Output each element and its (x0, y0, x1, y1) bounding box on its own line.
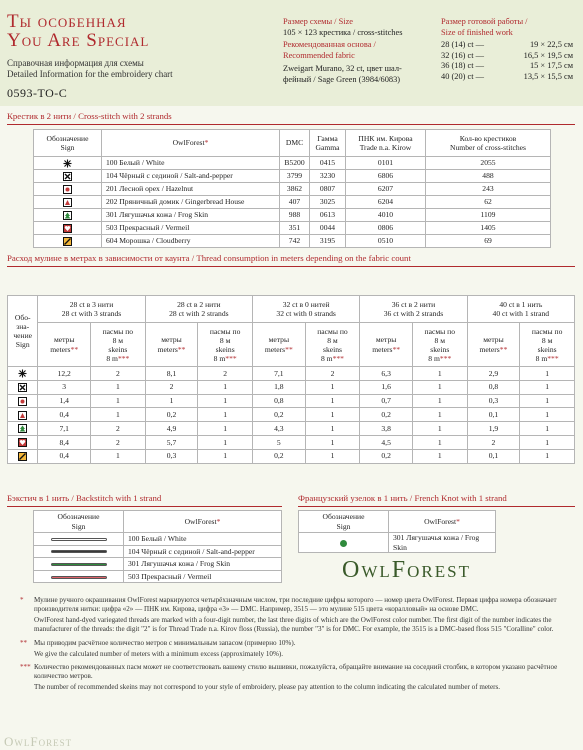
owlforest-footnote-mark: * (456, 516, 460, 526)
table-row (8, 408, 575, 422)
thread-name: 503 Прекрасный / Vermeil (124, 570, 282, 583)
thread-name: 301 Лягушачья кожа / Frog Skin (389, 533, 496, 553)
skeins-value: 1 (520, 449, 575, 463)
skeins-value: 1 (305, 422, 360, 436)
skeins-value: 1 (198, 380, 253, 394)
skeins-value: 1 (305, 394, 360, 408)
skeins-footnote-mark: *** (225, 353, 237, 363)
skeins-value: 1 (198, 408, 253, 422)
skeins-value: 2 (91, 367, 146, 381)
table-row (8, 422, 575, 436)
finished-size: 19 × 22,5 см (529, 40, 573, 49)
col-skeins (91, 323, 146, 367)
skeins-value: 2 (91, 435, 146, 449)
pnk-code: 6806 (346, 170, 426, 183)
backstitch-line-icon (51, 538, 107, 541)
footnote-text (34, 663, 572, 694)
sign-cell (34, 545, 124, 558)
footnote-paragraph: OwlForest hand-dyed variegated threads are marked with a four-digit number, the last three digits of which are the OwlForest color number. The first digit of the number indicates the manufacturer of the threads: the digit "2" is for Thread Trade n.a. Kirov floss (Russia), the number "3" is for DMC. For example, the 3515 is a DMC-based floss 515 "Coralline" color. (34, 615, 554, 633)
footnotes (20, 596, 572, 697)
cross-stitch-table (33, 129, 551, 248)
thread-name: 604 Морошка / Cloudberry (102, 235, 280, 248)
col-skeins (305, 323, 360, 367)
table-row (34, 157, 551, 170)
stitch-count: 488 (426, 170, 551, 183)
meters-value: 0,2 (360, 449, 413, 463)
col-sign: Обозначение Sign (34, 511, 124, 533)
col-gamma: Гамма Gamma (310, 130, 346, 157)
group-label-ru: 28 ct в 2 нити (177, 299, 221, 309)
thread-name: 503 Прекрасный / Vermeil (102, 222, 280, 235)
skeins-value: 1 (305, 380, 360, 394)
x-box-icon (18, 383, 27, 392)
group-label-ru: 32 ct в 0 нитей (282, 299, 330, 309)
title-line-en: You Are Special (7, 30, 150, 51)
meters-label: метры meters (157, 335, 182, 354)
footer-logo: OwlForest (4, 734, 73, 749)
meters-value: 4,3 (253, 422, 306, 436)
group-label-ru: 40 ct в 1 нить (499, 299, 543, 309)
dmc-code: 988 (280, 209, 310, 222)
meters-value: 0,7 (360, 394, 413, 408)
skeins-label: пасмы по 8 м skeins 8 m (424, 326, 456, 363)
chart-code: 0593-TO-C (7, 86, 68, 100)
group-header-row (8, 296, 575, 323)
chart-size-label: Размер схемы / Size (283, 17, 354, 26)
meters-value: 1,8 (253, 380, 306, 394)
col-sign: Обозначение Sign (34, 130, 102, 157)
gamma-code: 0415 (310, 157, 346, 170)
meters-value: 2 (467, 435, 520, 449)
meters-label: метры meters (264, 335, 290, 354)
col-skeins (198, 323, 253, 367)
sign-cell (8, 367, 38, 381)
thread-name: 201 Лесной орех / Hazelnut (102, 183, 280, 196)
skeins-value: 1 (198, 449, 253, 463)
skeins-value: 1 (520, 380, 575, 394)
pnk-code: 4010 (346, 209, 426, 222)
sign-cell (8, 435, 38, 449)
fabric-count: 28 (14) ct — (441, 40, 485, 49)
dmc-code: 3799 (280, 170, 310, 183)
meters-value: 3 (38, 380, 91, 394)
stitch-count: 62 (426, 196, 551, 209)
asterisk-icon (18, 369, 27, 378)
skeins-value: 1 (520, 408, 575, 422)
gamma-code: 3195 (310, 235, 346, 248)
footnote-paragraph: We give the calculated number of meters with a minimum excess (approximately 10%). (34, 649, 284, 658)
footnote (20, 663, 572, 694)
french-knot-dot-icon (340, 540, 347, 547)
sign-cell (34, 170, 102, 183)
fabric-group-header (145, 296, 252, 323)
thread-consumption-table (7, 295, 575, 464)
dmc-code: B5200 (280, 157, 310, 170)
meters-value: 1,6 (360, 380, 413, 394)
meters-value: 3,8 (360, 422, 413, 436)
skeins-value: 1 (305, 449, 360, 463)
table-row (8, 435, 575, 449)
finished-size-list (441, 40, 581, 82)
footnote-paragraph: Мы приводим расчётное количество метров с минимальным запасом (примерно 10%). (34, 638, 296, 647)
footnote-paragraph: Мулине ручного окрашивания OwlForest маркируются четырёхзначным числом, три последние цифры которого — номер цвета OwlForest. Первая цифра номера обозначает производителя нитки: цифра «2» — ПНК им. Кирова, цифра «3» — DMC. Например, 3515 — это мулине 515 цвета «коралловый» на основе DMC. (34, 596, 557, 613)
fabric-value-1: Zweigart Murano, 32 ct, цвет шал- (283, 64, 402, 73)
finished-label-2: Size of finished work (441, 27, 513, 37)
thread-name: 301 Лягушачья кожа / Frog Skin (124, 558, 282, 571)
sign-cell (8, 380, 38, 394)
skeins-value: 1 (412, 394, 467, 408)
sign-cell (34, 209, 102, 222)
skeins-value: 1 (305, 435, 360, 449)
meters-value: 2 (145, 380, 198, 394)
section-divider (7, 124, 575, 125)
backstitch-line-icon (51, 550, 107, 553)
slash-box-icon (18, 452, 27, 461)
finished-size-row (441, 51, 573, 62)
dot-box-icon (18, 397, 27, 406)
col-meters (145, 323, 198, 367)
meters-value: 8,4 (38, 435, 91, 449)
group-label-en: 40 ct with 1 strand (492, 309, 550, 318)
col-skeins (520, 323, 575, 367)
table-row (34, 183, 551, 196)
pnk-code: 0806 (346, 222, 426, 235)
meters-footnote-mark: ** (285, 344, 293, 354)
stitch-count: 2055 (426, 157, 551, 170)
skeins-footnote-mark: *** (547, 353, 559, 363)
group-label-en: 28 ct with 3 strands (61, 309, 122, 318)
group-label-en: 28 ct with 2 strands (169, 309, 229, 318)
table-row (34, 170, 551, 183)
title-line-ru: Ты особенная (7, 11, 127, 32)
meters-value: 2,9 (467, 367, 520, 381)
skeins-value: 1 (198, 435, 253, 449)
skeins-label: пасмы по 8 м skeins 8 m (209, 326, 241, 363)
col-skeins (412, 323, 467, 367)
skeins-value: 1 (305, 408, 360, 422)
meters-value: 12,2 (38, 367, 91, 381)
footnote-text (34, 596, 572, 636)
backstitch-line-icon (51, 576, 107, 579)
skeins-value: 2 (91, 422, 146, 436)
thread-name: 202 Пряничный домик / Gingerbread House (102, 196, 280, 209)
skeins-value: 1 (198, 422, 253, 436)
meters-value: 1,9 (467, 422, 520, 436)
col-meters (360, 323, 413, 367)
sign-cell (34, 222, 102, 235)
chart-info-column (283, 17, 433, 85)
skeins-label: пасмы по 8 м skeins 8 m (102, 326, 134, 363)
table-row (34, 570, 282, 583)
meters-label: метры meters (479, 335, 504, 354)
col-owlforest-label: OwlForest (424, 516, 457, 526)
gamma-code: 0044 (310, 222, 346, 235)
stitch-count: 69 (426, 235, 551, 248)
footnote-mark: *** (20, 663, 31, 672)
meters-value: 0,2 (253, 449, 306, 463)
section-title-backstitch: Бэкстич в 1 нить / Backstitch with 1 strand (7, 493, 162, 503)
heart-box-icon (63, 224, 72, 233)
table-row (299, 533, 496, 553)
dmc-code: 351 (280, 222, 310, 235)
dmc-code: 742 (280, 235, 310, 248)
owlforest-footnote-mark: * (216, 516, 221, 526)
footnote-paragraph: The number of recommended skeins may not correspond to your style of embroidery, please pay attention to the column indicating the calculated number of meters. (34, 683, 501, 692)
gamma-code: 0807 (310, 183, 346, 196)
skeins-label: пасмы по 8 м skeins 8 m (317, 326, 348, 363)
meters-value: 0,4 (38, 408, 91, 422)
fabric-group-header (253, 296, 360, 323)
section-title-consumption: Расход мулине в метрах в зависимости от каунта / Thread consumption in meters depending on the fabric count (7, 253, 411, 263)
meters-value: 0,2 (145, 408, 198, 422)
fabric-value-2: фейный / Sage Green (3984/6083) (283, 74, 401, 84)
sign-cell (8, 449, 38, 463)
section-title-cross: Крестик в 2 нити / Cross-stitch with 2 strands (7, 111, 172, 121)
section-divider (7, 266, 575, 267)
triangle-box-icon (18, 411, 27, 420)
meters-value: 5 (253, 435, 306, 449)
sign-cell (299, 533, 389, 553)
col-owlforest-label: OwlForest (184, 516, 217, 526)
col-pnk: ПНК им. Кирова Trade n.a. Kirow (346, 130, 426, 157)
fabric-count: 32 (16) ct — (441, 50, 485, 60)
skeins-value: 1 (198, 394, 253, 408)
skeins-value: 1 (520, 367, 575, 381)
owlforest-footnote-mark: * (204, 138, 209, 148)
sign-cell (34, 533, 124, 546)
stitch-count: 1109 (426, 209, 551, 222)
table-header-row (34, 130, 551, 157)
finished-size-row (441, 72, 573, 83)
meters-value: 7,1 (38, 422, 91, 436)
col-meters (253, 323, 306, 367)
skeins-footnote-mark: *** (332, 353, 344, 363)
skeins-value: 1 (412, 367, 467, 381)
col-owlforest (389, 511, 496, 533)
heart-box-icon (18, 438, 27, 447)
meters-value: 0,3 (145, 449, 198, 463)
sign-cell (8, 408, 38, 422)
finished-size: 13,5 × 15,5 см (523, 71, 573, 81)
stitch-count: 243 (426, 183, 551, 196)
header-band (0, 0, 583, 106)
meters-label: метры meters (372, 335, 397, 354)
skeins-value: 1 (412, 449, 467, 463)
gamma-code: 0613 (310, 209, 346, 222)
table-row (8, 449, 575, 463)
pnk-code: 6204 (346, 196, 426, 209)
col-sign: Обо- зна- чение Sign (8, 296, 38, 367)
col-owlforest (102, 130, 280, 157)
meters-value: 4,9 (145, 422, 198, 436)
meters-value: 0,4 (38, 449, 91, 463)
fabric-group-header (467, 296, 574, 323)
footnote (20, 639, 572, 661)
col-meters (467, 323, 520, 367)
finished-size: 15 × 17,5 см (529, 61, 573, 70)
meters-value: 4,5 (360, 435, 413, 449)
owlforest-logo: OwlForest (342, 557, 471, 583)
chart-size-value: 105 × 123 крестика / cross-stitches (283, 27, 403, 37)
backstitch-table (33, 510, 282, 583)
table-row (8, 380, 575, 394)
subtitle-en: Detailed Information for the embroidery chart (7, 69, 173, 79)
gamma-code: 3025 (310, 196, 346, 209)
sign-cell (34, 157, 102, 170)
meters-value: 6,3 (360, 367, 413, 381)
skeins-value: 1 (520, 394, 575, 408)
skeins-value: 1 (412, 435, 467, 449)
meters-value: 1 (145, 394, 198, 408)
thread-name: 301 Лягушачья кожа / Frog Skin (102, 209, 280, 222)
col-dmc: DMC (280, 130, 310, 157)
sign-cell (34, 558, 124, 571)
asterisk-icon (63, 159, 72, 168)
meters-label: метры meters (50, 335, 75, 354)
backstitch-line-icon (51, 563, 107, 566)
table-row (8, 367, 575, 381)
thread-name: 104 Чёрный с сединой / Salt-and-pepper (124, 545, 282, 558)
finished-size-column (441, 17, 581, 82)
section-title-french-knot: Французский узелок в 1 нить / French Knot with 1 strand (298, 493, 507, 503)
sign-cell (34, 196, 102, 209)
sign-cell (34, 183, 102, 196)
fabric-count: 40 (20) ct — (441, 71, 485, 81)
fabric-label-2: Recommended fabric (283, 50, 355, 60)
tree-box-icon (18, 424, 27, 433)
slash-box-icon (63, 237, 72, 246)
meters-footnote-mark: ** (177, 344, 186, 354)
table-row (34, 222, 551, 235)
section-divider (7, 506, 282, 507)
meters-value: 5,7 (145, 435, 198, 449)
fabric-count: 36 (18) ct — (441, 61, 485, 70)
skeins-value: 2 (198, 367, 253, 381)
pnk-code: 0101 (346, 157, 426, 170)
finished-size: 16,5 × 19,5 см (523, 50, 573, 60)
table-header-row (34, 511, 282, 533)
meters-footnote-mark: ** (499, 344, 508, 354)
sign-cell (8, 422, 38, 436)
meters-footnote-mark: ** (392, 344, 401, 354)
sub-header-row (8, 323, 575, 367)
skeins-value: 1 (520, 422, 575, 436)
section-divider (298, 506, 575, 507)
col-owlforest-label: OwlForest (172, 138, 205, 148)
skeins-value: 1 (412, 408, 467, 422)
meters-footnote-mark: ** (70, 344, 79, 354)
col-sign: Обозначение Sign (299, 511, 389, 533)
col-count: Кол-во крестиков Number of cross-stitches (426, 130, 551, 157)
sign-cell (34, 570, 124, 583)
skeins-value: 1 (91, 408, 146, 422)
meters-value: 0,1 (467, 449, 520, 463)
skeins-label: пасмы по 8 м skeins 8 m (531, 326, 563, 363)
skeins-value: 1 (412, 380, 467, 394)
table-row (34, 533, 282, 546)
finished-label-1: Размер готовой работы / (441, 17, 528, 26)
fabric-label-1: Рекомендованная основа / (283, 40, 376, 49)
meters-value: 0,8 (467, 380, 520, 394)
thread-name: 100 Белый / White (124, 533, 282, 546)
footnote-paragraph: Количество рекомендованных пасм может не соответствовать вашему стилю вышивки, пожалуйста, обращайте внимание на соседний столбик, в котором указано расчётное количество метров. (34, 663, 558, 681)
gamma-code: 3230 (310, 170, 346, 183)
thread-name: 104 Чёрный с сединой / Salt-and-pepper (102, 170, 280, 183)
x-box-icon (63, 172, 72, 181)
group-label-en: 32 ct with 0 strands (276, 309, 336, 318)
meters-value: 0,2 (360, 408, 413, 422)
col-owlforest (124, 511, 282, 533)
footnote-text (34, 639, 295, 661)
skeins-value: 1 (91, 380, 146, 394)
sign-cell (8, 394, 38, 408)
french-knot-table (298, 510, 496, 553)
dmc-code: 3862 (280, 183, 310, 196)
table-row (34, 196, 551, 209)
tree-box-icon (63, 211, 72, 220)
finished-size-row (441, 61, 573, 72)
footnote-mark: * (20, 596, 24, 604)
sign-cell (34, 235, 102, 248)
table-row (34, 558, 282, 571)
meters-value: 7,1 (253, 367, 306, 381)
meters-value: 8,1 (145, 367, 198, 381)
thread-name: 100 Белый / White (102, 157, 280, 170)
col-meters (38, 323, 91, 367)
chart-title (7, 12, 149, 50)
subtitle-ru: Справочная информация для схемы (7, 58, 144, 68)
pnk-code: 0510 (346, 235, 426, 248)
table-row (34, 545, 282, 558)
skeins-value: 1 (412, 422, 467, 436)
table-row (34, 209, 551, 222)
finished-size-row (441, 40, 573, 51)
meters-value: 0,3 (467, 394, 520, 408)
meters-value: 0,2 (253, 408, 306, 422)
stitch-count: 1405 (426, 222, 551, 235)
dot-box-icon (63, 185, 72, 194)
skeins-value: 1 (520, 435, 575, 449)
fabric-group-header (38, 296, 145, 323)
meters-value: 1,4 (38, 394, 91, 408)
group-label-en: 36 ct with 2 strands (383, 309, 444, 318)
table-header-row (299, 511, 496, 533)
triangle-box-icon (63, 198, 72, 207)
table-row (8, 394, 575, 408)
dmc-code: 407 (280, 196, 310, 209)
skeins-value: 1 (91, 449, 146, 463)
fabric-group-header (360, 296, 467, 323)
pnk-code: 6207 (346, 183, 426, 196)
meters-value: 0,1 (467, 408, 520, 422)
skeins-value: 1 (91, 394, 146, 408)
group-label-ru: 28 ct в 3 нити (69, 299, 114, 309)
skeins-value: 2 (305, 367, 360, 381)
table-row (34, 235, 551, 248)
group-label-ru: 36 ct в 2 нити (391, 299, 436, 309)
skeins-footnote-mark: *** (439, 353, 452, 363)
meters-value: 0,8 (253, 394, 306, 408)
skeins-footnote-mark: *** (117, 353, 130, 363)
footnote (20, 596, 572, 636)
footnote-mark: ** (20, 638, 28, 647)
